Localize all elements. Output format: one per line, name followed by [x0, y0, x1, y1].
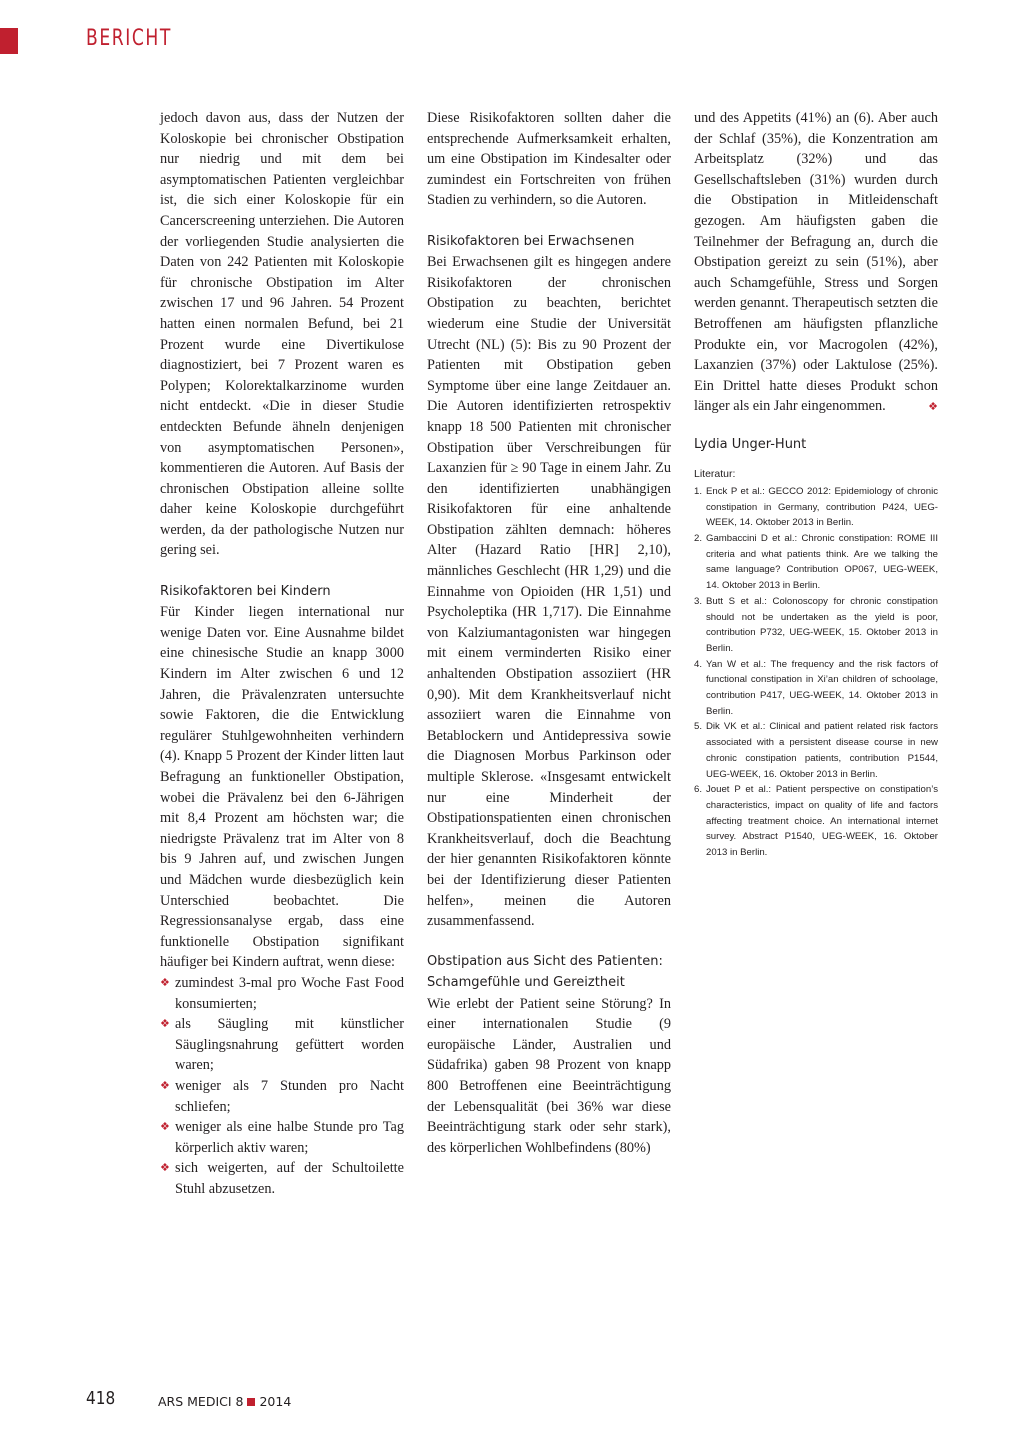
reference-number: 5. [694, 721, 703, 733]
column-2 [427, 108, 671, 1158]
column-1 [160, 108, 404, 1199]
list-item [160, 1158, 404, 1199]
list-item-text: weniger als eine halbe Stunde pro Tag körperlich aktiv waren; [175, 1119, 404, 1156]
reference-text: Butt S et al.: Colonoscopy for chronic constipation should not be undertaken as the yield is poor, contribution P732, UEG-WEEK, 15. Oktober 2013 in Berlin. [706, 595, 938, 654]
diamond-bullet-icon: ❖ [160, 975, 170, 989]
header-accent-bar [0, 28, 18, 54]
reference-item [694, 719, 938, 782]
paragraph: Für Kinder liegen international nur wenige Daten vor. Eine Ausnahme bildet eine chinesische Studie an knapp 3000 Kindern im Alter zwischen 6 und 12 Jahren, die Prävalenzraten untersuchte sowie Faktoren, die die Entwicklung regulärer Stuhlgewohnheiten verhindern (4). Knapp 5 Prozent der Kinder litten laut Befragung an funktioneller Obstipation, wobei die Prävalenz bei den 6-Jährigen mit 8,4 Prozent am höchsten war; die niedrigste Prävalenz trat im Alter von 8 bis 9 Jahren auf, und zwischen Jungen und Mädchen wurde diesbezüglich kein Unterschied beobachtet. Die Regressionsanalyse ergab, dass eine funktionelle Obstipation signifikant häufiger bei Kindern auftrat, wenn diese: [160, 604, 404, 971]
list-item-text: sich weigerten, auf der Schultoilette Stuhl abzusetzen. [175, 1160, 404, 1197]
reference-number: 1. [694, 485, 703, 497]
column-3 [694, 108, 938, 861]
reference-text: Yan W et al.: The frequency and the risk factors of functional constipation in Xi’an children of schoolage, contribution P417, UEG-WEEK, 14. Oktober 2013 in Berlin. [706, 658, 938, 717]
page-number: 418 [86, 1388, 116, 1409]
paragraph: Diese Risikofaktoren sollten daher die entsprechende Aufmerksamkeit erhalten, um eine Obstipation im Kindesalter oder zumindest ein Fortschreiten von frühen Stadien zu verhindern, so die Autoren. [427, 110, 671, 209]
diamond-bullet-icon: ❖ [160, 1161, 170, 1175]
reference-item [694, 531, 938, 594]
reference-text: Dik VK et al.: Clinical and patient related risk factors associated with a persistent disease course in new chronic constipation patients, contribution P1544, UEG-WEEK, 16. Oktober 2013 in Berlin. [706, 721, 938, 780]
paragraph: Bei Erwachsenen gilt es hingegen andere Risikofaktoren der chronischen Obstipation zu beachten, berichtet wiederum eine Studie der Universität Utrecht (NL) (5): Bis zu 90 Prozent der Patienten mit Obstipation geben Symptome über eine lange Zeitdauer an. Die Autoren identifizierten retrospektiv knapp 18 500 Patienten mit chronischer Obstipation über Verschreibungen für Laxanzien für ≥ 90 Tage in einem Jahr. Zu den identifizierten unabhängigen Risikofaktoren für eine anhaltende Obstipation zählten demnach: höheres Alter (Hazard Ratio [HR] 2,10), männliches Geschlecht (HR 1,29) und die Einnahme von Opioiden (HR 1,51) und Psycholeptika (HR 1,717). Die Einnahme von Kalziumantagonisten war hingegen mit einem verminderten Risiko einer anhaltenden Obstipation assoziiert (HR 0,90). Mit dem Krankheitsverlauf nicht assoziiert waren die Einnahme von Betablockern und Antidepressiva sowie die Diagnosen Morbus Parkinson oder multiple Sklerose. «Insgesamt entwickelt nur eine Minderheit der Obstipationspatienten einen chronischen Krankheitsverlauf, doch die Beachtung der hier genannten Risikofaktoren könnte bei der Identifizierung dieser Patienten helfen», meinen die Autoren zusammenfassend. [427, 254, 671, 930]
diamond-bullet-icon: ❖ [160, 1017, 170, 1031]
reference-number: 4. [694, 658, 703, 670]
reference-text: Jouet P et al.: Patient perspective on constipation’s characteristics, impact on quality of life and factors affecting treatment choice. An international internet survey. Abstract P1540, UEG-WEEK, 16. Oktober 2013 in Berlin. [706, 784, 938, 859]
reference-number: 2. [694, 533, 703, 545]
subheading-children: Risikofaktoren bei Kindern [160, 583, 331, 599]
section-label: BERICHT [86, 26, 172, 51]
list-item-text: zumindest 3-mal pro Woche Fast Food konsumierten; [175, 974, 404, 1012]
list-item [160, 1014, 404, 1076]
journal-year: 2014 [259, 1394, 292, 1409]
journal-name: ARS MEDICI 8 [158, 1394, 244, 1409]
reference-text: Gambaccini D et al.: Chronic constipation: ROME III criteria and what patients think. Are we talking the same language? Contribution OP067, UEG-WEEK, 14. Oktober 2013 in Berlin. [706, 533, 938, 592]
reference-item [694, 657, 938, 720]
diamond-bullet-icon: ❖ [160, 1078, 170, 1092]
reference-list [694, 484, 938, 861]
list-item-text: als Säugling mit künstlicher Säuglingsnahrung gefüttert worden waren; [175, 1016, 404, 1074]
end-mark-icon: ❖ [928, 400, 938, 414]
paragraph: Wie erlebt der Patient seine Störung? In einer internationalen Studie (9 europäische Länder, Australien und Südafrika) gaben 98 Prozent von knapp 800 Betroffenen eine Beeinträchtigung der Lebensqualität (bei 36% war diese Beeinträchtigung stark oder sehr stark), des körperlichen Wohlbefindens (80%) [427, 995, 671, 1156]
reference-number: 3. [694, 595, 703, 607]
list-item [160, 1117, 404, 1158]
paragraph-text: und des Appetits (41%) an (6). Aber auch der Schlaf (35%), die Konzentration am Arbeitsplatz (32%) und das Gesellschaftsleben (31%) wurden durch die Obstipation in Mitleidenschaft gezogen. Am häufigsten gaben die Teilnehmer der Befragung an, durch die Obstipation gereizt zu sein (51%), aber auch Schamgefühle, Stress und Sorgen werden genannt. Therapeutisch setzten die Betroffenen am häufigsten pflanzliche Produkte ein, vor Macrogolen (42%), Laxanzien (37%) oder Laktulose (25%). Ein Drittel hatte dieses Produkt schon länger als ein Jahr eingenommen. [694, 110, 938, 415]
literature-heading: Literatur: [694, 467, 736, 480]
subheading-adults: Risikofaktoren bei Erwachsenen [427, 233, 635, 249]
paragraph: jedoch davon aus, dass der Nutzen der Koloskopie bei chronischer Obstipation nur niedrig und mit dem bei asymptomatischen Patienten vergleichbar ist, die sich einer Koloskopie für ein Cancerscreening unterziehen. Die Autoren der vorliegenden Studie analysierten die Daten von 242 Patienten mit Koloskopie für chronische Obstipation im Alter zwischen 17 und 96 Jahren. 54 Prozent hatten einen normalen Befund, bei 21 Prozent wurde eine Divertikulose diagnostiziert, bei 7 Prozent waren es Polypen; Kolorektalkarzinome wurden nicht entdeckt. «Die in dieser Studie entdeckten Befunde ähneln denjenigen von asymptomatischen Personen», kommentieren die Autoren. Auf Basis der chronischen Obstipation alleine sollte daher keine Koloskopie durchgeführt werden, da der pathologische Nutzen nur gering sei. [160, 110, 404, 559]
paragraph [694, 108, 938, 417]
list-item-text: weniger als 7 Stunden pro Nacht schliefen; [175, 1077, 404, 1115]
risk-factor-list [160, 973, 404, 1200]
reference-number: 6. [694, 784, 703, 796]
subheading-patient-view: Obstipation aus Sicht des Patienten: Schamgefühle und Gereiztheit [427, 954, 663, 990]
separator-square-icon [247, 1398, 255, 1406]
reference-item [694, 594, 938, 657]
reference-item [694, 484, 938, 531]
list-item [160, 1076, 404, 1117]
reference-text: Enck P et al.: GECCO 2012: Epidemiology of chronic constipation in Germany, contribution P424, UEG-WEEK, 14. Oktober 2013 in Berlin. [706, 485, 938, 529]
journal-info [158, 1394, 291, 1409]
reference-item [694, 782, 938, 861]
diamond-bullet-icon: ❖ [160, 1120, 170, 1134]
list-item [160, 973, 404, 1014]
author-name: Lydia Unger-Hunt [694, 436, 807, 452]
